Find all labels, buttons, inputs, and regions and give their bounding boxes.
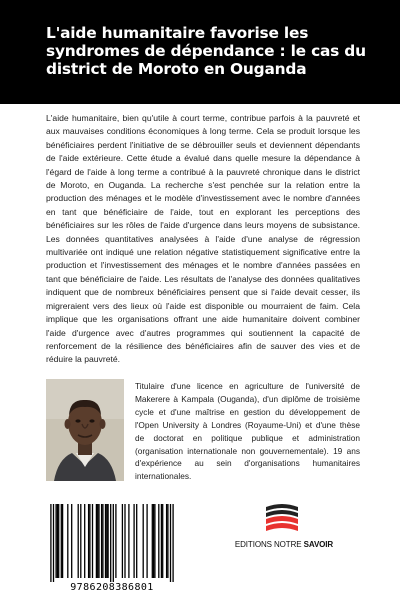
barcode-bar [96,504,97,578]
barcode-bar [170,504,171,582]
barcode-bar [167,504,168,578]
barcode-bar [154,504,155,578]
barcode-bar [152,504,153,578]
barcode-bar [113,504,114,582]
barcode-bar [57,504,58,578]
barcode-bar [67,504,68,578]
barcode-bar [158,504,159,578]
barcode-bar [122,504,123,578]
barcode-bars [46,502,178,582]
title-banner [0,0,400,104]
barcode-bar [102,504,103,578]
publisher-name-emphasis: SAVOIR [303,540,334,549]
publisher-name-prefix: EDITIONS NOTRE [234,540,304,549]
author-photo [46,379,124,481]
barcode-bar [50,504,51,582]
barcode-bar [53,504,54,582]
barcode-bar [153,504,154,578]
barcode-bar [124,504,125,578]
barcode-bar [128,504,129,578]
publisher-name [234,540,334,549]
book-title: L'aide humanitaire favorise les syndromes de dépendance : le cas du district de Moroto en Ouganda [46,24,366,78]
barcode-bar [84,504,85,578]
barcode-bar [71,504,72,578]
barcode-bar [97,504,98,578]
barcode-bar [107,504,108,578]
barcode-bar [61,504,62,578]
barcode-bar [166,504,167,578]
book-abstract: L'aide humanitaire, bien qu'utile à court terme, contribue parfois à la pauvreté et aux mauvaises conditions économiques à long terme. Cela se produit lorsque les bénéficiaires perdent l'initiative de se débrouiller seuls et deviennent dépendants de l'aide extérieure. Cette étude a évalué dans quelle mesure la dépendance à l'égard de l'aide à long terme a contribué à la pauvreté chronique dans le district de Moroto, en Ouganda. La recherche s'est penchée sur la relation entre la production des ménages et le modèle d'investissement avec le nombre d'années en tant que bénéficiaire de l'aide, tout en explorant les perceptions des bénéficiaires sur les rôles de l'aide d'urgence dans leurs moyens de subsistance. Les données quantitatives analysées à l'aide d'une analyse de régression multivariée ont indiqué une relation négative statistiquement significative entre la production et l'investissement des ménages et le nombre d'années passées en tant que bénéficiaire de l'aide. Les résultats de l'analyse des données qualitatives indiquent que de nombreux bénéficiaires pensent que si l'aide devait cesser, ils migreraient vers des lieux où l'aide est disponible ou mourraient de faim. Cela implique que les organisations offrant une aide humanitaire doivent combiner l'aide d'urgence avec d'autres programmes qui soutiennent la capacité de renforcement de la résilience des bénéficiaires afin de sauver des vies et de réduire la pauvreté. [46,113,360,365]
barcode-bar [80,504,81,578]
barcode-bar [58,504,59,578]
barcode-bar [172,504,173,582]
barcode-bar [162,504,163,578]
barcode-bar [78,504,79,578]
barcode-bar [115,504,116,578]
open-book-logo-icon [262,498,302,536]
isbn-number: 9786208386801 [70,582,154,593]
isbn-barcode [46,502,178,596]
barcode-bar [88,504,89,578]
barcode-bar [133,504,134,578]
barcode-bar [98,504,99,578]
author-biography: Titulaire d'une licence en agriculture de l'université de Makerere à Kampala (Ouganda), d'un diplôme de troisième cycle et d'une maîtrise en gestion du développement de l'Open University à Londres (Royaume-Uni) et d'une thèse de doctorat en politique publique et administration (organisation internationale non gouvernementale). 19 ans d'expérience au sein d'organisations humanitaires internationales. [135,381,360,482]
barcode-bar [146,504,147,578]
barcode-bar [101,504,102,578]
barcode-bar [136,504,137,578]
barcode-bar [110,504,111,582]
barcode-bar [105,504,106,578]
barcode-bar [62,504,63,578]
barcode-bar [161,504,162,578]
barcode-bar [89,504,90,578]
barcode-bar [55,504,56,578]
author-portrait-image [46,379,124,481]
barcode-bar [143,504,144,578]
barcode-bar [106,504,107,578]
barcode-bar [92,504,93,578]
